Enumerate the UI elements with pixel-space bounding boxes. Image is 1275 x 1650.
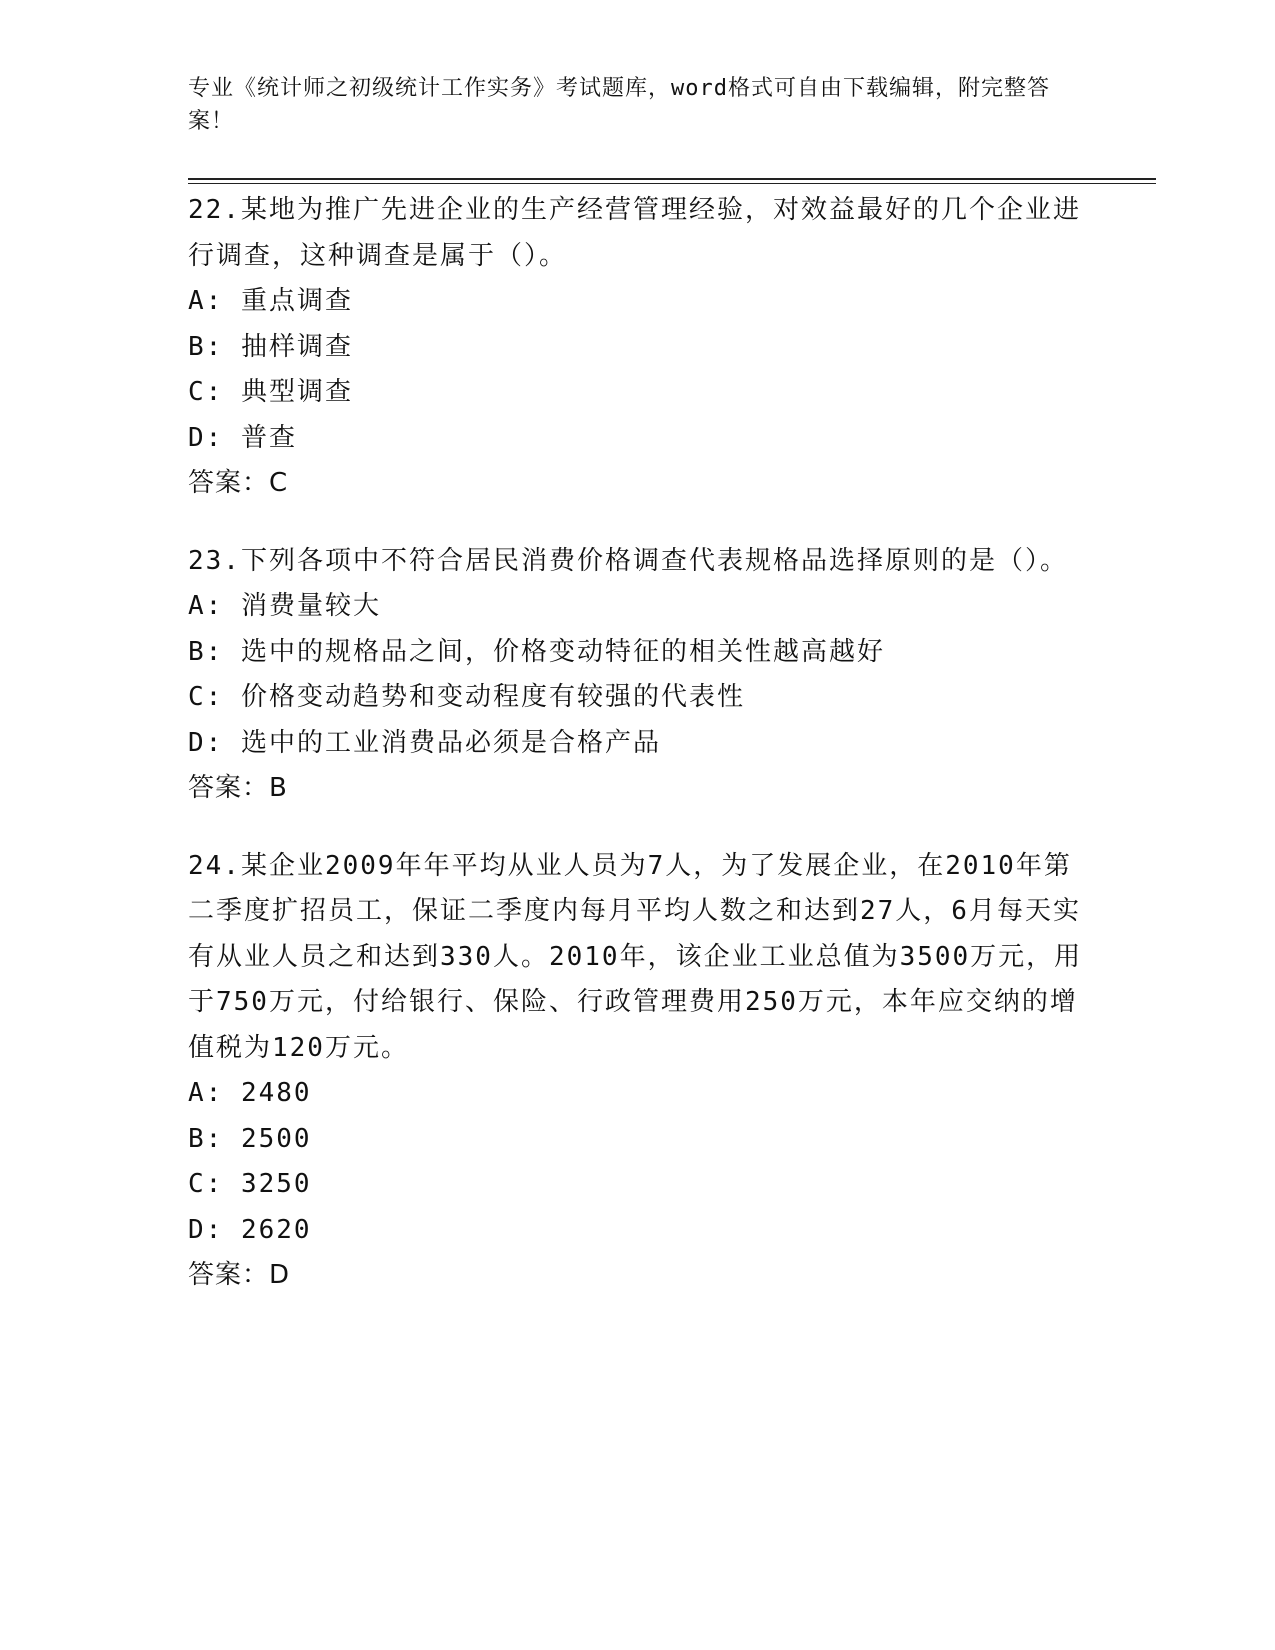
header-divider-thick [188, 178, 1156, 180]
question-list [188, 188, 1088, 1331]
answer-line [188, 766, 1088, 812]
answer-label: 答案： [188, 1260, 270, 1290]
option-b: B : 选中的规格品之间，价格变动特征的相关性越高越好 [188, 630, 1088, 676]
question-22 [188, 188, 1088, 507]
answer-value: C [269, 468, 289, 498]
answer-label: 答案： [188, 468, 270, 498]
option-c: C : 典型调查 [188, 370, 1088, 416]
header-divider-thin [188, 183, 1156, 184]
question-text: 23.下列各项中不符合居民消费价格调查代表规格品选择原则的是（）。 [188, 545, 1068, 576]
option-a: A : 消费量较大 [188, 584, 1088, 630]
option-c: C : 3250 [188, 1162, 1088, 1208]
answer-line [188, 461, 1088, 507]
option-c: C : 价格变动趋势和变动程度有较强的代表性 [188, 675, 1088, 721]
option-d: D : 普查 [188, 416, 1088, 462]
question-text: 24.某企业2009年年平均从业人员为7人，为了发展企业，在2010年第二季度扩招员工，保证二季度内每月平均人数之和达到27人，6月每天实有从业人员之和达到330人。2010年，该企业工业总值为3500万元，用于750万元，付给银行、保险、行政管理费用250万元，本年应交纳的增值税为120万元。 [188, 850, 1083, 1063]
question-text: 22.某地为推广先进企业的生产经营管理经验，对效益最好的几个企业进行调查，这种调查是属于（）。 [188, 195, 1081, 271]
option-d: D : 选中的工业消费品必须是合格产品 [188, 721, 1088, 767]
answer-line [188, 1253, 1088, 1299]
answer-value: B [269, 773, 288, 803]
option-b: B : 抽样调查 [188, 325, 1088, 371]
option-b: B : 2500 [188, 1117, 1088, 1163]
header-intro-text: 专业《统计师之初级统计工作实务》考试题库，word格式可自由下载编辑，附完整答案！ [188, 76, 1050, 134]
answer-label: 答案： [188, 773, 270, 803]
question-23 [188, 539, 1088, 812]
option-a: A : 重点调查 [188, 279, 1088, 325]
question-24 [188, 844, 1088, 1299]
document-header [188, 72, 1068, 138]
option-a: A : 2480 [188, 1071, 1088, 1117]
answer-value: D [269, 1260, 291, 1290]
option-d: D : 2620 [188, 1208, 1088, 1254]
